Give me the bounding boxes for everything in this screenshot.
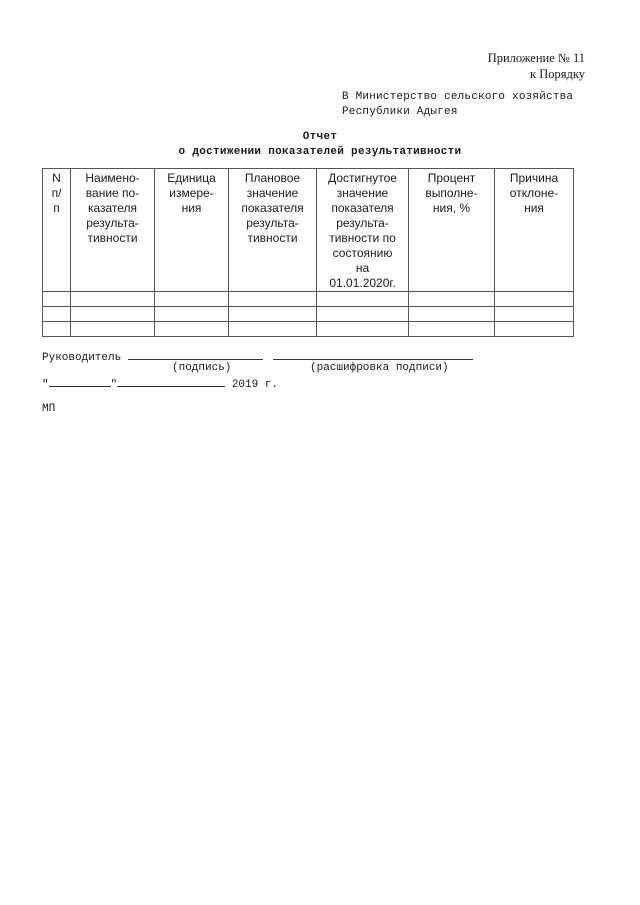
- table-cell[interactable]: [229, 322, 317, 337]
- appendix-line-2: к Порядку: [530, 67, 585, 81]
- report-title-line-2: о достижении показателей результативности: [178, 146, 462, 158]
- header-achieved-value: Достигнутое значение показателя результа- тивности по состоянию на 01.01.2020г.: [317, 169, 409, 292]
- table-cell[interactable]: [155, 322, 229, 337]
- table-row: [43, 307, 574, 322]
- recipient-line-2: Республики Адыгея: [342, 106, 458, 118]
- signature-hint: (подпись): [172, 362, 232, 374]
- table-header-row: [43, 169, 574, 292]
- table-row: [43, 322, 574, 337]
- table-cell[interactable]: [155, 292, 229, 307]
- report-title-line-1: Отчет: [302, 131, 338, 143]
- signature-field[interactable]: [128, 348, 263, 360]
- table-cell[interactable]: [43, 307, 71, 322]
- table-cell[interactable]: [43, 322, 71, 337]
- table-cell[interactable]: [317, 292, 409, 307]
- date-year: 2019 г.: [231, 379, 279, 391]
- table-cell[interactable]: [155, 307, 229, 322]
- date-month-field[interactable]: [117, 375, 225, 387]
- date-day-field[interactable]: [49, 375, 111, 387]
- appendix-label: [488, 50, 585, 82]
- table-row: [43, 292, 574, 307]
- table-cell[interactable]: [71, 307, 155, 322]
- table-cell[interactable]: [71, 292, 155, 307]
- appendix-line-1: Приложение № 11: [487, 51, 585, 65]
- table-cell[interactable]: [229, 307, 317, 322]
- recipient-line-1: В Министерство сельского хозяйства: [342, 91, 574, 103]
- date-open-quote: ": [42, 379, 49, 391]
- header-reason: Причина отклоне- ния: [495, 169, 574, 292]
- report-title: [0, 130, 640, 160]
- table-cell[interactable]: [409, 322, 495, 337]
- header-percent: Процент выполне- ния, %: [409, 169, 495, 292]
- table-cell[interactable]: [495, 322, 574, 337]
- signature-decoding-field[interactable]: [273, 348, 473, 360]
- signature-decoding-hint: (расшифровка подписи): [310, 362, 449, 374]
- signature-label: Руководитель: [42, 352, 122, 364]
- table-cell[interactable]: [43, 292, 71, 307]
- header-planned-value: Плановое значение показателя результа- тивности: [229, 169, 317, 292]
- header-unit: Единица измере- ния: [155, 169, 229, 292]
- table-cell[interactable]: [71, 322, 155, 337]
- table-cell[interactable]: [409, 292, 495, 307]
- table-cell[interactable]: [495, 307, 574, 322]
- table-cell[interactable]: [495, 292, 574, 307]
- date-close-quote: ": [110, 379, 118, 391]
- date-line: [42, 375, 278, 391]
- table-cell[interactable]: [317, 322, 409, 337]
- table-cell[interactable]: [409, 307, 495, 322]
- table-cell[interactable]: [317, 307, 409, 322]
- recipient-block: [342, 90, 573, 120]
- table-cell[interactable]: [229, 292, 317, 307]
- stamp-place-label: МП: [42, 403, 56, 415]
- report-table: [42, 168, 574, 337]
- header-number: N п/ п: [43, 169, 71, 292]
- header-indicator-name: Наимено- вание по- казателя результа- тивности: [71, 169, 155, 292]
